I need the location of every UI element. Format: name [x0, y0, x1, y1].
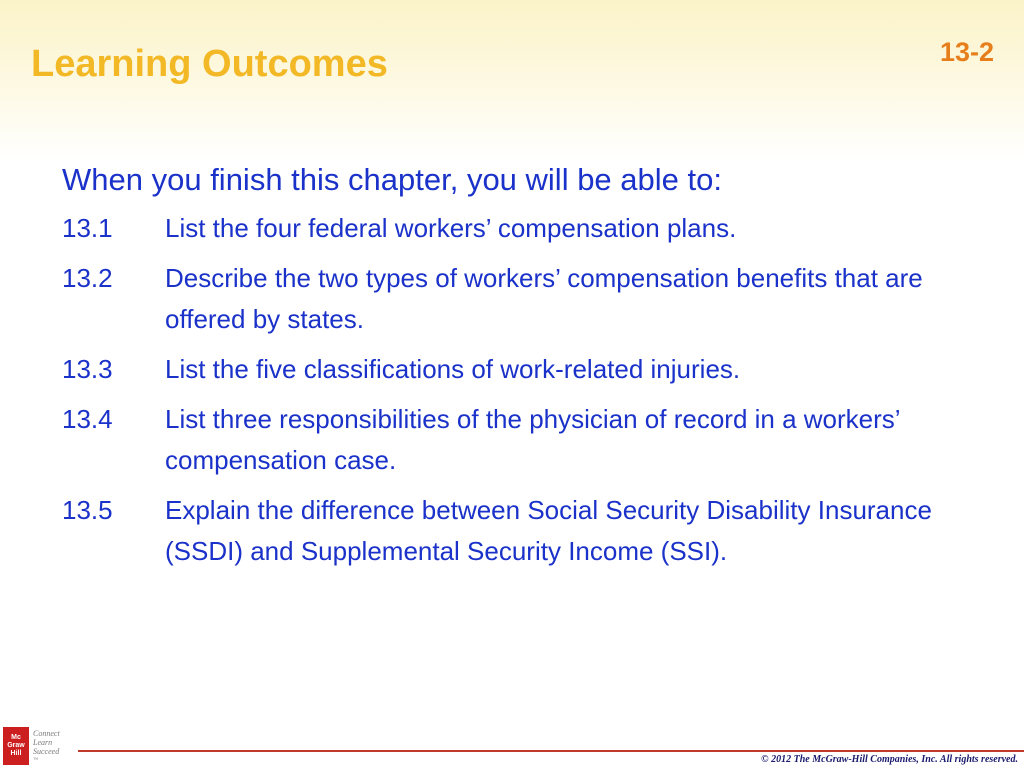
- trademark-symbol: ™: [33, 758, 38, 763]
- outcome-text: Describe the two types of workers’ compensation benefits that are offered by states.: [165, 263, 923, 334]
- outcome-number: 13.1: [62, 213, 113, 243]
- tagline-line: Learn: [33, 738, 53, 747]
- copyright-notice: © 2012 The McGraw-Hill Companies, Inc. All rights reserved.: [761, 754, 1018, 765]
- publisher-tagline: [33, 729, 60, 765]
- intro-text: When you finish this chapter, you will be able to:: [62, 162, 722, 197]
- footer-divider: [78, 750, 1024, 752]
- outcome-number: 13.4: [62, 404, 113, 434]
- outcome-number: 13.5: [62, 495, 113, 525]
- outcome-text: List three responsibilities of the physician of record in a workers’ compensation case.: [165, 404, 900, 475]
- publisher-logo: [3, 727, 29, 765]
- outcome-item: [62, 399, 962, 481]
- logo-line: Hill: [10, 750, 22, 757]
- outcome-number: 13.2: [62, 263, 113, 293]
- tagline-word: Succeed: [33, 747, 60, 756]
- logo-line: Mc: [11, 734, 21, 741]
- outcome-item: [62, 258, 962, 340]
- tagline-line: Connect: [33, 729, 60, 738]
- slide-title: Learning Outcomes: [31, 43, 388, 85]
- outcome-text: List the five classifications of work-related injuries.: [165, 354, 741, 384]
- outcome-text: List the four federal workers’ compensation plans.: [165, 213, 737, 243]
- logo-line: Graw: [7, 742, 25, 749]
- outcome-number: 13.3: [62, 354, 113, 384]
- outcome-item: [62, 490, 962, 572]
- outcome-item: [62, 208, 962, 249]
- outcome-text: Explain the difference between Social Security Disability Insurance (SSDI) and Supplemental Security Income (SSI).: [165, 495, 932, 566]
- learning-outcomes-list: [62, 208, 962, 581]
- slide-number: 13-2: [939, 37, 994, 67]
- tagline-line: [33, 747, 60, 765]
- outcome-item: [62, 349, 962, 390]
